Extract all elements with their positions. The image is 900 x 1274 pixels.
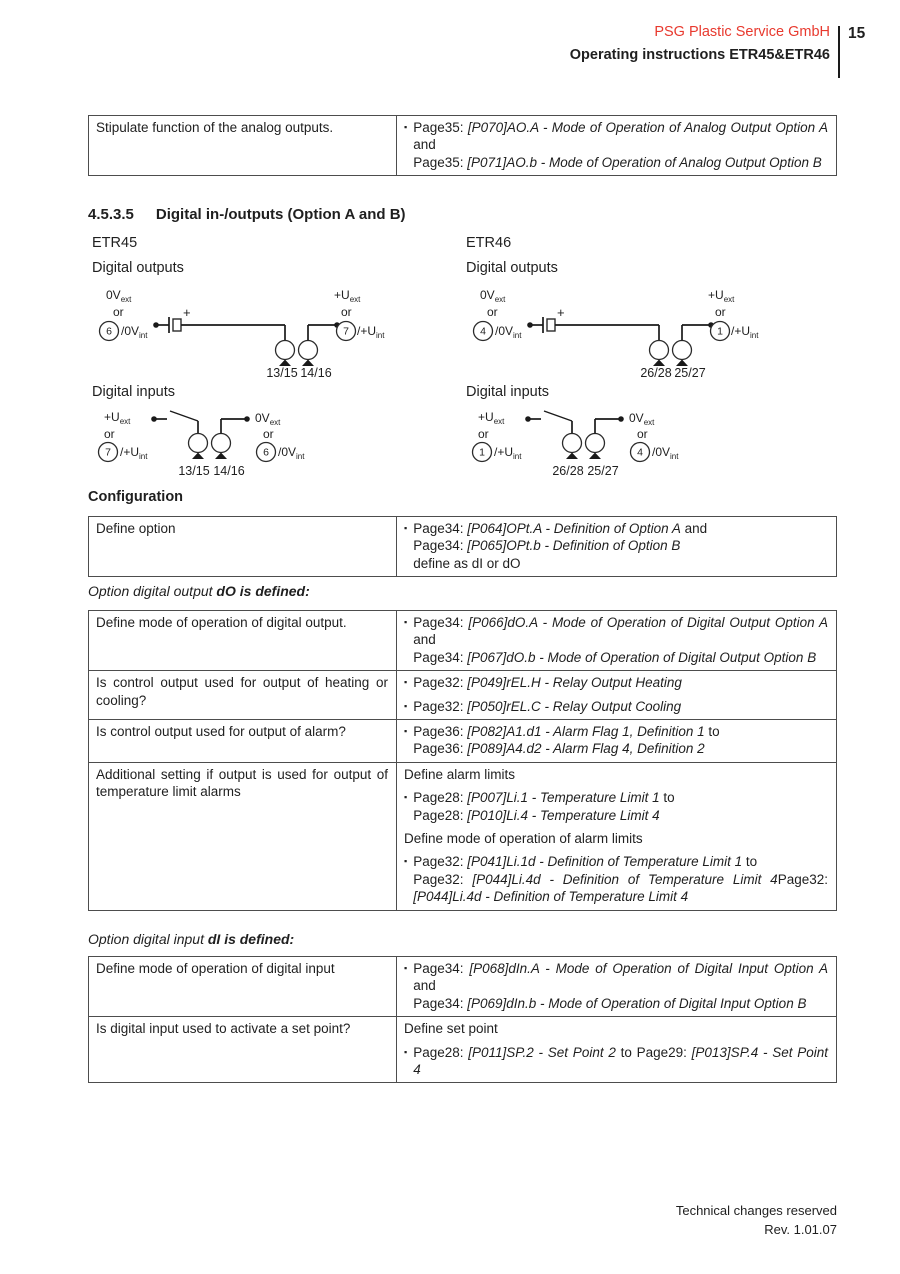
digital-inputs-label: Digital inputs <box>92 384 176 400</box>
pin-number: 6 <box>263 446 269 459</box>
or-label: or <box>478 427 489 441</box>
list-item <box>404 789 828 824</box>
bullet-icon: ▪ <box>404 963 408 973</box>
footer-line-2: Rev. 1.01.07 <box>764 1222 837 1237</box>
configuration-heading: Configuration <box>88 489 184 505</box>
right-alt-label: $/0V_{int}$ <box>278 445 305 461</box>
terminal-numbers: 14/16 <box>300 366 332 378</box>
table-cell-references <box>397 762 837 910</box>
reference-text: Page35: [P070]AO.A - Mode of Operation of Analog Output Option A and Page35: [P071]AO.b - Mode of Operation of Analog Output Option B <box>413 120 828 170</box>
reference-text: Page34: [P068]dIn.A - Mode of Operation of Digital Input Option A and Page34: [P069]dIn.b - Mode of Operation of Digital Input Option B <box>413 961 828 1011</box>
terminal-numbers: 25/27 <box>674 366 706 378</box>
left-rail-label: $+U_{ext}$ <box>478 410 505 426</box>
output-contact-icon <box>673 341 692 360</box>
table-cell-references <box>397 720 837 763</box>
output-contact-icon <box>650 341 669 360</box>
left-rail-label: $+U_{ext}$ <box>104 410 131 426</box>
list-item <box>404 674 828 691</box>
table-cell-question: Is control output used for output of heating or cooling? <box>89 671 397 720</box>
right-rail-label: $0V_{ext}$ <box>255 411 281 427</box>
option-do-note: Option digital output dO is defined: <box>88 583 310 599</box>
pin-number: 1 <box>479 446 485 459</box>
plus-sign: + <box>557 305 565 320</box>
section-heading <box>88 206 406 223</box>
or-label: or <box>487 305 498 319</box>
pin-number: 6 <box>106 325 112 338</box>
or-label: or <box>341 305 352 319</box>
list-item <box>404 614 828 666</box>
switch-lever-icon <box>170 411 198 421</box>
etr46-digital-output-diagram <box>466 283 766 378</box>
define-option-table <box>88 516 837 577</box>
junction-dot-icon <box>153 322 159 328</box>
right-alt-label: $/+U_{int}$ <box>731 324 759 340</box>
terminal-numbers: 26/28 <box>552 464 584 477</box>
cell-paragraph: Define alarm limits <box>404 766 516 782</box>
left-alt-label: $/0V_{int}$ <box>495 324 522 340</box>
table-row <box>89 611 837 671</box>
table-row <box>89 762 837 910</box>
section-title: Digital in-/outputs (Option A and B) <box>155 206 406 223</box>
pin-number: 1 <box>717 325 723 338</box>
digital-outputs-label: Digital outputs <box>92 260 184 276</box>
bullet-icon: ▪ <box>404 1046 408 1057</box>
input-contact-icon <box>189 434 208 453</box>
left-rail-label: $0V_{ext}$ <box>480 288 506 304</box>
bullet-icon: ▪ <box>404 677 408 688</box>
right-rail-label: $+U_{ext}$ <box>334 288 361 304</box>
output-contact-icon <box>299 341 318 360</box>
or-label: or <box>113 305 124 319</box>
table-row <box>89 957 837 1017</box>
table-row <box>89 671 837 720</box>
contact-wedge-icon <box>215 453 227 460</box>
footer-line-1: Technical changes reserved <box>675 1203 837 1218</box>
left-alt-label: $/+U_{int}$ <box>494 445 522 461</box>
junction-dot-icon <box>151 416 157 422</box>
battery-icon <box>547 319 555 331</box>
junction-dot-icon <box>618 416 624 422</box>
table-row <box>89 720 837 763</box>
analog-outputs-table <box>88 115 837 176</box>
digital-output-config-table <box>88 610 837 911</box>
input-contact-icon <box>563 434 582 453</box>
table-cell-references <box>397 116 837 176</box>
option-di-note: Option digital input dI is defined: <box>88 931 295 947</box>
table-cell-question: Define mode of operation of digital output. <box>89 611 397 671</box>
cell-paragraph: Define set point <box>404 1021 498 1037</box>
device-label-etr45: ETR45 <box>92 235 138 251</box>
reference-text: Page28: [P007]Li.1 - Temperature Limit 1 to Page28: [P010]Li.4 - Temperature Limit 4 <box>413 790 675 823</box>
contact-wedge-icon <box>566 453 578 460</box>
table-cell-references <box>397 957 837 1017</box>
digital-outputs-label: Digital outputs <box>466 260 558 276</box>
list-item <box>404 960 828 1012</box>
table-cell-question: Stipulate function of the analog outputs. <box>89 116 397 176</box>
right-alt-label: $/+U_{int}$ <box>357 324 385 340</box>
contact-wedge-icon <box>192 453 204 460</box>
output-contact-icon <box>276 341 295 360</box>
table-row <box>89 517 837 577</box>
page-footer <box>0 1201 837 1239</box>
etr46-digital-input-diagram <box>466 407 766 477</box>
company-name: PSG Plastic Service GmbH <box>654 24 830 40</box>
etr45-digital-input-diagram <box>92 407 392 477</box>
reference-text: Page32: [P050]rEL.C - Relay Output Cooling <box>413 698 682 714</box>
or-label: or <box>263 427 274 441</box>
contact-wedge-icon <box>589 453 601 460</box>
table-row <box>89 116 837 176</box>
etr45-column <box>92 234 466 477</box>
bullet-icon: ▪ <box>404 700 408 711</box>
page-number: 15 <box>848 25 866 42</box>
device-label-etr46: ETR46 <box>466 235 512 251</box>
terminal-numbers: 25/27 <box>587 464 619 477</box>
table-cell-question: Define option <box>89 517 397 577</box>
table-cell-references <box>397 671 837 720</box>
cell-paragraph: Define mode of operation of alarm limits <box>404 831 643 847</box>
reference-text: Page36: [P082]A1.d1 - Alarm Flag 1, Definition 1 to Page36: [P089]A4.d2 - Alarm Flag 4, Definition 2 <box>413 724 720 757</box>
list-item <box>404 723 828 758</box>
battery-icon <box>173 319 181 331</box>
table-cell-references <box>397 517 837 577</box>
pin-number: 4 <box>480 325 486 338</box>
right-alt-label: $/0V_{int}$ <box>652 445 679 461</box>
input-contact-icon <box>586 434 605 453</box>
reference-text: Page32: [P049]rEL.H - Relay Output Heating <box>413 675 682 691</box>
bullet-icon: ▪ <box>404 726 408 737</box>
bullet-icon: ▪ <box>404 523 408 533</box>
etr45-digital-output-diagram <box>92 283 392 378</box>
bullet-icon: ▪ <box>404 792 408 803</box>
plus-sign: + <box>183 305 191 320</box>
reference-text: Page34: [P064]OPt.A - Definition of Option A and Page34: [P065]OPt.b - Definition of Option B define as dI or dO <box>413 521 708 571</box>
table-cell-references <box>397 1017 837 1083</box>
table-cell-references <box>397 611 837 671</box>
list-item <box>404 1044 828 1079</box>
etr46-column <box>466 234 840 477</box>
table-cell-question: Define mode of operation of digital input <box>89 957 397 1017</box>
or-label: or <box>715 305 726 319</box>
or-label: or <box>104 427 115 441</box>
terminal-numbers: 13/15 <box>178 464 210 477</box>
list-item <box>404 698 828 715</box>
terminal-numbers: 26/28 <box>640 366 672 378</box>
list-item <box>404 119 828 171</box>
switch-lever-icon <box>544 411 572 421</box>
junction-dot-icon <box>244 416 250 422</box>
table-cell-question: Is control output used for output of alarm? <box>89 720 397 763</box>
left-alt-label: $/+U_{int}$ <box>120 445 148 461</box>
document-title: Operating instructions ETR45&ETR46 <box>569 47 830 63</box>
pin-number: 7 <box>343 325 349 338</box>
right-rail-label: $+U_{ext}$ <box>708 288 735 304</box>
list-item <box>404 853 828 905</box>
section-number: 4.5.3.5 <box>88 206 134 223</box>
table-cell-question: Is digital input used to activate a set point? <box>89 1017 397 1083</box>
right-rail-label: $0V_{ext}$ <box>629 411 655 427</box>
digital-input-config-table <box>88 956 837 1083</box>
terminal-numbers: 13/15 <box>266 366 298 378</box>
terminal-numbers: 14/16 <box>213 464 245 477</box>
pin-number: 4 <box>637 446 643 459</box>
digital-inputs-label: Digital inputs <box>466 384 550 400</box>
bullet-icon: ▪ <box>404 856 408 867</box>
junction-dot-icon <box>527 322 533 328</box>
table-row <box>89 1017 837 1083</box>
bullet-icon: ▪ <box>404 617 408 627</box>
junction-dot-icon <box>525 416 531 422</box>
table-cell-question: Additional setting if output is used for output of temperature limit alarms <box>89 762 397 910</box>
reference-text: Page34: [P066]dO.A - Mode of Operation of Digital Output Option A and Page34: [P067]dO.b - Mode of Operation of Digital Output Option B <box>413 615 828 665</box>
or-label: or <box>637 427 648 441</box>
bullet-icon: ▪ <box>404 122 408 132</box>
header-divider <box>838 26 840 78</box>
left-alt-label: $/0V_{int}$ <box>121 324 148 340</box>
left-rail-label: $0V_{ext}$ <box>106 288 132 304</box>
input-contact-icon <box>212 434 231 453</box>
pin-number: 7 <box>105 446 111 459</box>
list-item <box>404 520 828 572</box>
wiring-diagrams <box>92 234 844 477</box>
reference-text: Page28: [P011]SP.2 - Set Point 2 to Page29: [P013]SP.4 - Set Point 4 <box>413 1044 828 1078</box>
reference-text: Page32: [P041]Li.1d - Definition of Temperature Limit 1 to Page32: [P044]Li.4d - Definition of Temperature Limit 4Page32: [P044]Li.4d - Definition of Temperature Limit 4 <box>413 854 828 905</box>
